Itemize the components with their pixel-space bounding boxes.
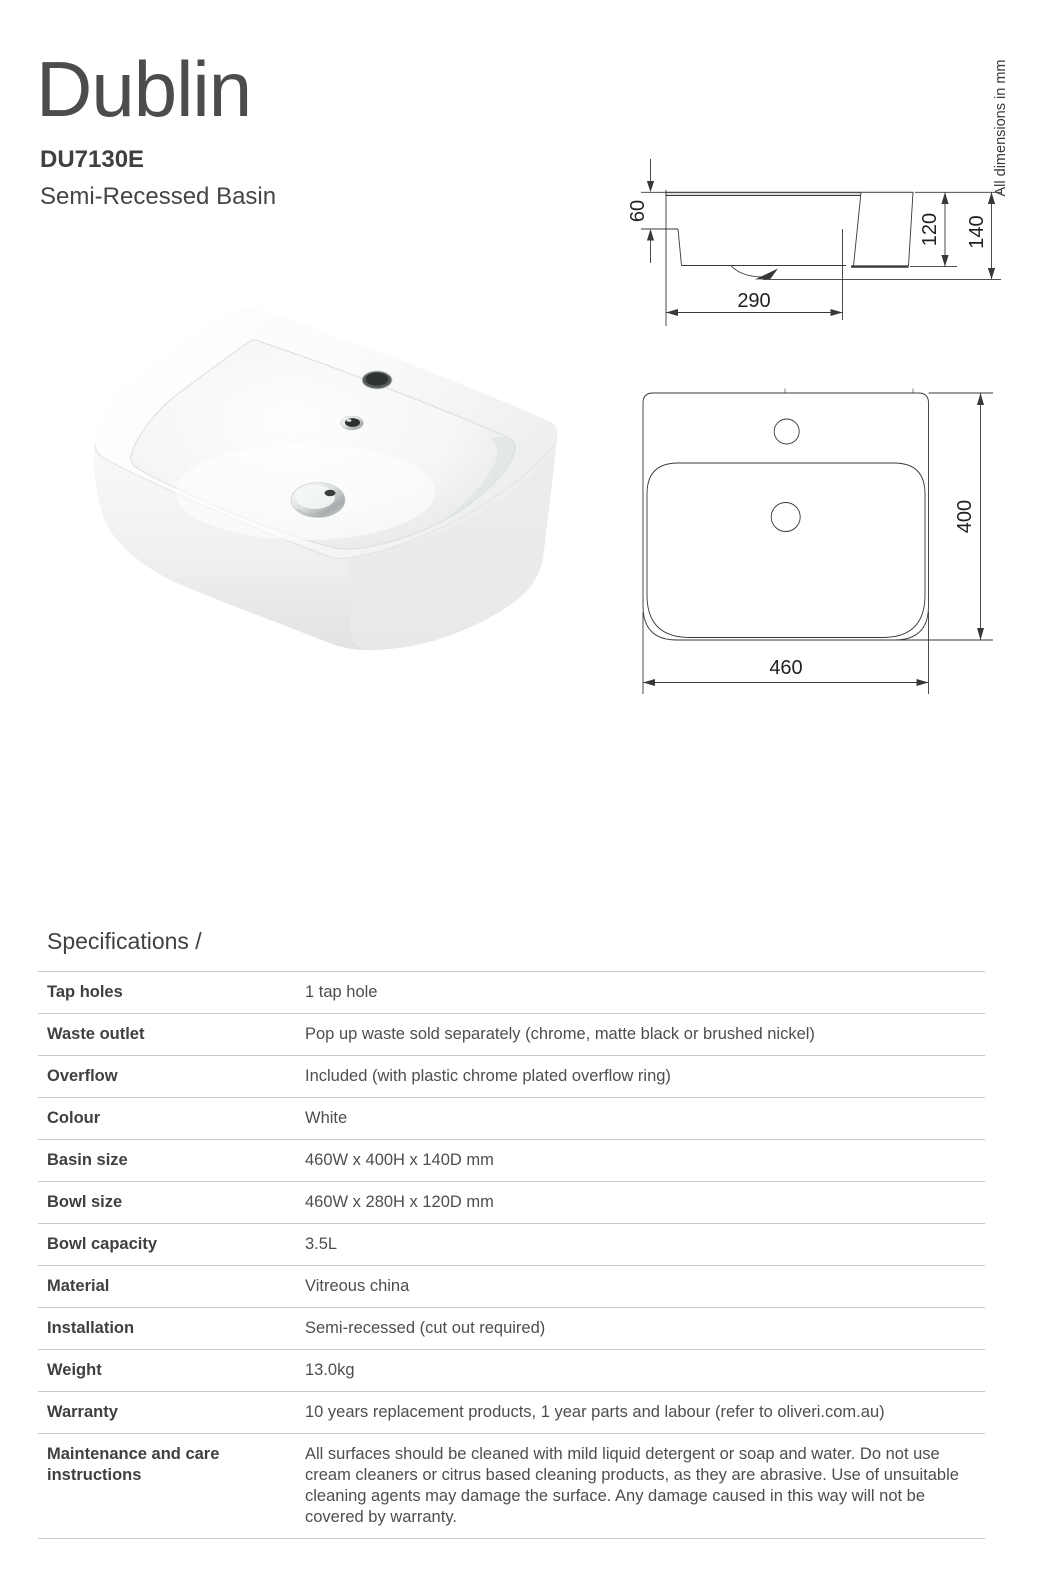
dim-label-460: 460 (769, 657, 803, 679)
spec-row-maintenance (38, 1434, 985, 1539)
spec-row-bowl-size (38, 1182, 985, 1224)
popup-waste (291, 483, 345, 518)
spec-label: Weight (47, 1361, 102, 1379)
spec-row-installation (38, 1308, 985, 1350)
dim-label-400: 400 (954, 499, 976, 534)
dimensions-note: All dimensions in mm (993, 59, 1009, 197)
product-title: Dublin (36, 45, 252, 133)
dim-label-120: 120 (919, 212, 941, 247)
spec-label: Basin size (47, 1151, 128, 1169)
plan-tap-hole (774, 419, 799, 444)
spec-value: All surfaces should be cleaned with mild liquid detergent or soap and water. Do not use cream cleaners or citrus based cleaning products, as they are abrasive. Use of unsuitable cleaning agents may damage the surface. Any damage caused in this way will not be covered by warranty. (305, 1445, 959, 1526)
overflow-hole (341, 416, 364, 430)
tap-hole (362, 371, 392, 389)
spec-value: 3.5L (305, 1235, 338, 1253)
spec-row-weight (38, 1350, 985, 1392)
spec-label: Installation (47, 1319, 135, 1337)
plan-view-drawing (620, 380, 1020, 700)
spec-label: Bowl capacity (47, 1235, 158, 1253)
spec-value: White (305, 1109, 348, 1127)
spec-row-bowl-capacity (38, 1224, 985, 1266)
spec-label: Overflow (47, 1067, 118, 1085)
spec-row-basin-size (38, 1140, 985, 1182)
spec-row-waste-outlet (38, 1014, 985, 1056)
spec-value: 10 years replacement products, 1 year parts and labour (refer to oliveri.com.au) (305, 1403, 885, 1421)
spec-label: Warranty (47, 1403, 118, 1421)
product-photo (65, 290, 575, 700)
side-view-drawing (620, 50, 1020, 340)
dim-label-140: 140 (966, 215, 988, 249)
spec-row-colour (38, 1098, 985, 1140)
spec-row-material (38, 1266, 985, 1308)
spec-row-overflow (38, 1056, 985, 1098)
spec-value: 460W x 280H x 120D mm (305, 1193, 494, 1211)
spec-label: Maintenance and care instructions (47, 1445, 220, 1484)
spec-label: Bowl size (47, 1193, 123, 1211)
product-subtitle: Semi-Recessed Basin (40, 183, 277, 210)
dim-label-60: 60 (627, 199, 649, 223)
spec-value: 13.0kg (305, 1361, 355, 1379)
spec-label: Material (47, 1277, 110, 1295)
product-code: DU7130E (40, 146, 145, 173)
plan-drain-hole (771, 503, 800, 532)
spec-row-warranty (38, 1392, 985, 1434)
spec-value: 460W x 400H x 140D mm (305, 1151, 494, 1169)
specifications-heading: Specifications / (47, 928, 202, 954)
spec-row-tap-holes (38, 972, 985, 1014)
specifications-table (38, 971, 985, 1539)
spec-value: Included (with plastic chrome plated overflow ring) (305, 1067, 671, 1085)
spec-label: Colour (47, 1109, 101, 1127)
specifications-section (38, 928, 985, 1539)
spec-value: Semi-recessed (cut out required) (305, 1319, 546, 1337)
spec-value: Vitreous china (305, 1277, 410, 1295)
spec-value: 1 tap hole (305, 983, 378, 1001)
dim-label-290: 290 (737, 290, 771, 312)
spec-label: Tap holes (47, 983, 123, 1001)
spec-value: Pop up waste sold separately (chrome, matte black or brushed nickel) (305, 1025, 815, 1043)
spec-label: Waste outlet (47, 1025, 145, 1043)
